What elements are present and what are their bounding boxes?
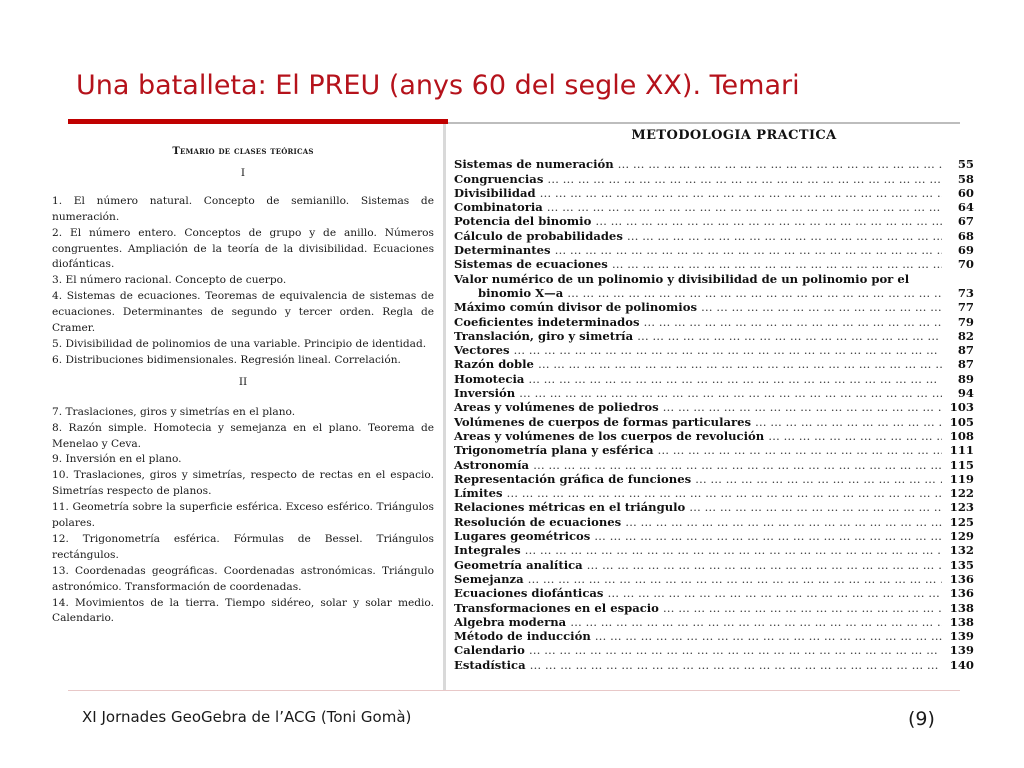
theory-item: 13. Coordenadas geográficas. Coordenadas astronómicas. Triángulo astronómico. Transformación de coordenadas.	[52, 564, 434, 593]
practice-row	[454, 200, 974, 214]
practice-row	[454, 557, 974, 571]
leader-dots	[540, 186, 942, 200]
practice-row	[454, 286, 974, 300]
practice-topic: Sistemas de numeración	[454, 157, 614, 172]
practice-row	[454, 572, 974, 586]
practice-page-number: 73	[957, 285, 974, 300]
practice-topic: Valor numérico de un polinomio y divisibilidad de un polinomio por el	[454, 271, 910, 286]
theory-section-2: II	[238, 375, 248, 388]
theory-item: 6. Distribuciones bidimensionales. Regresión lineal. Correlación.	[52, 353, 401, 366]
theory-items-1	[52, 194, 434, 369]
practice-row	[454, 386, 974, 400]
practice-row	[454, 529, 974, 543]
practice-page-number: 136	[949, 586, 974, 601]
practice-row	[454, 314, 974, 328]
practice-page-number: 89	[957, 371, 974, 386]
theory-item: 12. Trigonometría esférica. Fórmulas de Bessel. Triángulos rectángulos.	[52, 532, 434, 561]
practice-topic: Homotecia	[454, 371, 525, 386]
practice-topic: Lugares geométricos	[454, 529, 591, 544]
practice-topic: Límites	[454, 486, 503, 501]
practice-topic: Cálculo de probabilidades	[454, 228, 623, 243]
leader-dots	[547, 172, 942, 186]
practice-page-number: 136	[949, 571, 974, 586]
practice-row	[454, 643, 974, 657]
leader-dots	[595, 214, 942, 228]
leader-dots	[594, 529, 942, 543]
practice-topic: binomio X—a	[478, 285, 564, 300]
practice-topic: Divisibilidad	[454, 185, 536, 200]
practice-page-number: 111	[949, 443, 974, 458]
leader-dots	[643, 315, 942, 329]
practice-topic: Combinatoria	[454, 200, 543, 215]
practice-topic: Volúmenes de cuerpos de formas particulares	[454, 414, 751, 429]
practice-page-number: 108	[949, 428, 974, 443]
practice-row	[454, 329, 974, 343]
practice-topic: Transformaciones en el espacio	[454, 600, 659, 615]
leader-dots	[755, 415, 942, 429]
practice-row	[454, 629, 974, 643]
practice-page-number: 138	[949, 614, 974, 629]
theory-item: 8. Razón simple. Homotecia y semejanza en el plano. Teorema de Menelao y Ceva.	[52, 421, 434, 450]
leader-dots	[507, 486, 943, 500]
practice-page-number: 138	[949, 600, 974, 615]
leader-dots	[637, 329, 942, 343]
leader-dots	[612, 257, 942, 271]
practice-row	[454, 429, 974, 443]
leader-dots	[625, 515, 942, 529]
practice-row	[454, 300, 974, 314]
theory-item: 9. Inversión en el plano.	[52, 453, 182, 466]
practice-topic: Máximo común divisor de polinomios	[454, 300, 697, 315]
practice-page-number: 67	[957, 214, 974, 229]
practice-topic: Astronomía	[454, 457, 530, 472]
practice-topic: Geometría analítica	[454, 557, 583, 572]
practice-row	[454, 214, 974, 228]
practice-page-number: 132	[949, 543, 974, 558]
practice-page-number: 87	[957, 357, 974, 372]
practice-row	[454, 486, 974, 500]
practice-page-number: 115	[949, 457, 974, 472]
practice-page-number: 60	[957, 185, 974, 200]
leader-dots	[657, 443, 942, 457]
scanned-pages	[52, 124, 976, 690]
practice-page-number: 129	[949, 529, 974, 544]
practice-topic: Congruencias	[454, 171, 544, 186]
practice-topic: Ecuaciones diofánticas	[454, 586, 604, 601]
practice-topic: Semejanza	[454, 571, 524, 586]
leader-dots	[533, 458, 942, 472]
theory-item: 7. Traslaciones, giros y simetrías en el plano.	[52, 405, 296, 418]
practice-topic: Representación gráfica de funciones	[454, 471, 692, 486]
footer-credit: XI Jornades GeoGebra de l’ACG (Toni Gomà)	[82, 708, 412, 726]
leader-dots	[547, 200, 942, 214]
practice-topic: Inversión	[454, 386, 516, 401]
practice-row	[454, 472, 974, 486]
practice-row	[454, 615, 974, 629]
practice-topic: Sistemas de ecuaciones	[454, 257, 608, 272]
practice-page-number: 139	[949, 643, 974, 658]
practice-row	[454, 228, 974, 242]
practice-topic: Trigonometría plana y esférica	[454, 443, 654, 458]
practice-page-number: 122	[949, 486, 974, 501]
leader-dots	[663, 601, 942, 615]
leader-dots	[663, 400, 942, 414]
slide-title: Una batalleta: El PREU (anys 60 del segle XX). Temari	[76, 70, 800, 101]
practice-page-number: 105	[949, 414, 974, 429]
practice-topic: Relaciones métricas en el triángulo	[454, 500, 686, 515]
leader-dots	[627, 229, 942, 243]
practice-topic: Integrales	[454, 543, 521, 558]
practice-row	[454, 343, 974, 357]
leader-dots	[530, 658, 942, 672]
leader-dots	[528, 372, 942, 386]
practice-topic: Estadística	[454, 657, 526, 672]
practice-page-number: 70	[957, 257, 974, 272]
practice-row	[454, 543, 974, 557]
practice-page-number: 79	[957, 314, 974, 329]
practice-row	[454, 657, 974, 671]
theory-item: 2. El número entero. Conceptos de grupo y de anillo. Números congruentes. Ampliación de la teoría de la divisibilidad. Ecuaciones diofánticas.	[52, 226, 434, 271]
practice-page-number: 140	[949, 657, 974, 672]
theory-item: 3. El número racional. Concepto de cuerpo.	[52, 274, 287, 287]
practice-row	[454, 414, 974, 428]
leader-dots	[607, 586, 942, 600]
practice-row	[454, 600, 974, 614]
practice-page-number: 82	[957, 328, 974, 343]
practice-page-number: 125	[949, 514, 974, 529]
leader-dots	[513, 343, 942, 357]
practice-row	[454, 243, 974, 257]
practice-row	[454, 514, 974, 528]
page-divider	[443, 124, 446, 690]
leader-dots	[570, 615, 942, 629]
theory-item: 10. Traslaciones, giros y simetrías, respecto de rectas en el espacio. Simetrías respecto de planos.	[52, 469, 434, 498]
practice-row	[454, 443, 974, 457]
practice-topic: Potencia del binomio	[454, 214, 592, 229]
practice-page-number: 139	[949, 629, 974, 644]
theory-items-2	[52, 405, 434, 628]
practice-topic: Vectores	[454, 343, 510, 358]
practice-page-number: 135	[949, 557, 974, 572]
practice-row	[454, 157, 974, 171]
practice-row	[454, 186, 974, 200]
practice-row	[454, 586, 974, 600]
practice-page-number: 68	[957, 228, 974, 243]
theory-item: 11. Geometría sobre la superficie esférica. Exceso esférico. Triángulos polares.	[52, 501, 434, 530]
practice-page-number: 69	[957, 243, 974, 258]
practice-topic: Areas y volúmenes de poliedros	[454, 400, 659, 415]
theory-heading: Temario de clases teóricas	[172, 146, 314, 157]
theory-item: 1. El número natural. Concepto de semianillo. Sistemas de numeración.	[52, 194, 434, 223]
practice-row	[454, 271, 974, 285]
practice-page-number: 119	[949, 471, 974, 486]
leader-dots	[595, 629, 942, 643]
theory-section-1: I	[240, 166, 246, 179]
theory-item: 5. Divisibilidad de polinomios de una variable. Principio de identidad.	[52, 337, 427, 350]
practice-topic: Algebra moderna	[454, 614, 567, 629]
practice-topic: Razón doble	[454, 357, 534, 372]
leader-dots	[701, 300, 942, 314]
practice-heading: METODOLOGIA PRACTICA	[631, 128, 837, 143]
leader-dots	[525, 543, 942, 557]
leader-dots	[529, 643, 942, 657]
practice-row	[454, 500, 974, 514]
practice-topic: Coeficientes indeterminados	[454, 314, 640, 329]
leader-dots	[768, 429, 942, 443]
practice-topic: Resolución de ecuaciones	[454, 514, 622, 529]
slide-number: (9)	[908, 708, 935, 730]
practice-row	[454, 400, 974, 414]
practice-topic: Método de inducción	[454, 629, 591, 644]
practice-topic: Calendario	[454, 643, 525, 658]
leader-dots	[618, 157, 942, 171]
practice-list	[454, 157, 974, 672]
leader-dots	[528, 572, 942, 586]
theory-item: 4. Sistemas de ecuaciones. Teoremas de equivalencia de sistemas de ecuaciones. Determinantes de segundo y tercer orden. Regla de Cramer.	[52, 290, 434, 335]
theory-column	[52, 144, 434, 627]
practice-page-number: 94	[957, 386, 974, 401]
practice-row	[454, 171, 974, 185]
leader-dots	[538, 357, 942, 371]
practice-page-number: 123	[949, 500, 974, 515]
practice-topic: Areas y volúmenes de los cuerpos de revolución	[454, 428, 765, 443]
practice-row	[454, 257, 974, 271]
practice-topic: Determinantes	[454, 243, 551, 258]
practice-page-number: 55	[957, 157, 974, 172]
practice-row	[454, 357, 974, 371]
theory-item: 14. Movimientos de la tierra. Tiempo sidéreo, solar y solar medio. Calendario.	[52, 596, 434, 625]
practice-page-number: 87	[957, 343, 974, 358]
leader-dots	[695, 472, 942, 486]
leader-dots	[689, 500, 942, 514]
practice-column	[454, 124, 974, 672]
leader-dots	[567, 286, 942, 300]
practice-row	[454, 457, 974, 471]
practice-row	[454, 371, 974, 385]
leader-dots	[519, 386, 942, 400]
practice-page-number: 64	[957, 200, 974, 215]
practice-page-number: 58	[957, 171, 974, 186]
footer-rule	[68, 690, 960, 691]
leader-dots	[587, 558, 942, 572]
practice-page-number: 77	[957, 300, 974, 315]
practice-topic: Translación, giro y simetría	[454, 328, 634, 343]
practice-page-number: 103	[949, 400, 974, 415]
leader-dots	[555, 243, 942, 257]
